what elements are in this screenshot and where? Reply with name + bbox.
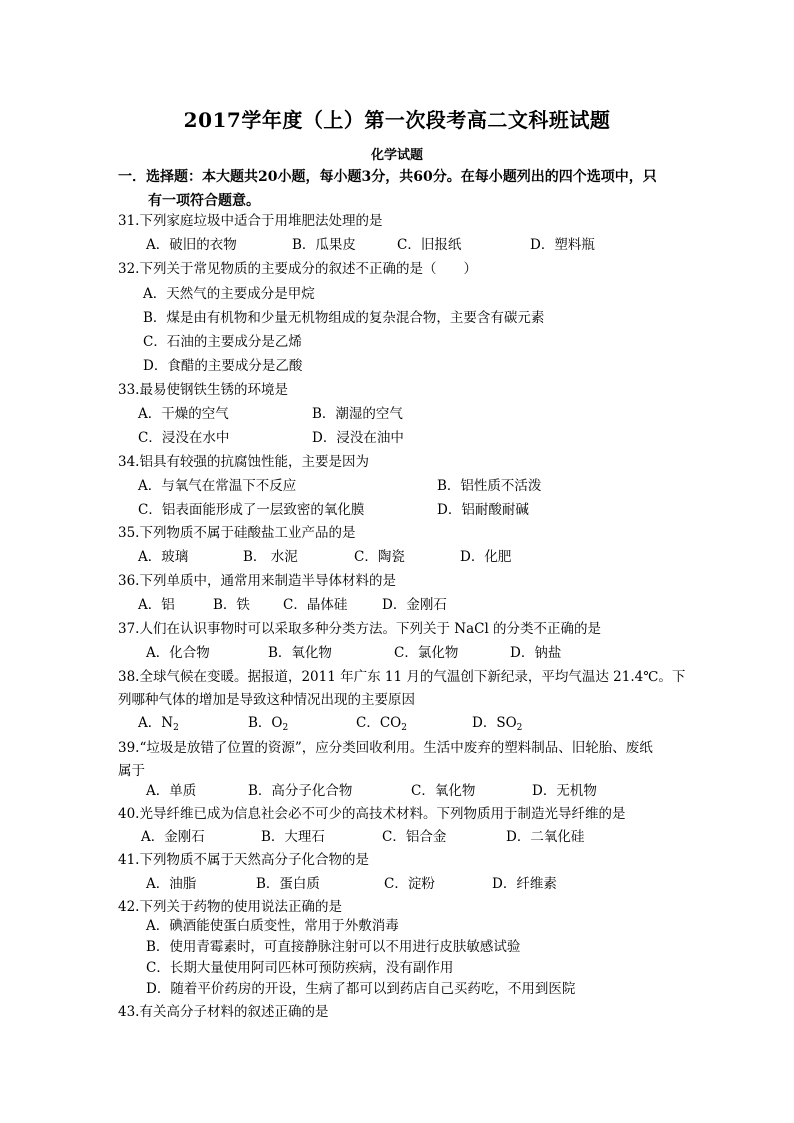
question-41-stem: 41.下列物质不属于天然高分子化合物的是 (118, 852, 369, 868)
q39-option-a: A．单质 (146, 783, 197, 799)
q38-option-b-subscript: 2 (282, 723, 289, 733)
q36-option-c: C．晶体硅 (283, 597, 348, 613)
q34-option-c: C．铝表面能形成了一层致密的氧化膜 (138, 502, 365, 518)
question-43-stem: 43.有关高分子材料的叙述正确的是 (118, 1004, 329, 1020)
q35-option-d: D．化肥 (460, 549, 512, 565)
question-35-stem: 35.下列物质不属于硅酸盐工业产品的是 (118, 525, 356, 541)
q42-option-c: C．长期大量使用阿司匹林可预防疾病，没有副作用 (146, 960, 454, 976)
q32-option-d: D．食醋的主要成分是乙酸 (143, 358, 303, 374)
q38-option-d (472, 713, 522, 738)
question-32-stem: 32.下列关于常见物质的主要成分的叙述不正确的是（ ） (118, 261, 477, 277)
question-40-stem: 40.光导纤维已成为信息社会必不可少的高技术材料。下列物质用于制造光导纤维的是 (118, 806, 626, 822)
exam-title: 2017学年度（上）第一次段考高二文科班试题 (183, 108, 611, 132)
question-38-stem-line-2: 列哪种气体的增加是导致这种情况出现的主要原因 (118, 692, 415, 708)
q42-option-a: A．碘酒能使蛋白质变性，常用于外敷消毒 (146, 918, 399, 934)
question-42-stem: 42.下列关于药物的使用说法正确的是 (118, 899, 342, 915)
q38-option-c (356, 713, 407, 738)
q32-option-c: C．石油的主要成分是乙烯 (143, 334, 302, 350)
q34-option-a: A．与氧气在常温下不反应 (138, 478, 297, 494)
question-39-stem-line-2: 属于 (118, 763, 145, 779)
q42-option-b: B．使用青霉素时，可直接静脉注射可以不用进行皮肤敏感试验 (146, 939, 521, 955)
q36-option-b: B．铁 (213, 597, 250, 613)
q33-option-b: B．潮湿的空气 (312, 406, 403, 422)
q34-option-b: B．铝性质不活泼 (437, 478, 542, 494)
q34-option-d: D．铝耐酸耐碱 (437, 502, 529, 518)
q38-option-c-subscript: 2 (401, 723, 407, 733)
q41-option-b: B．蛋白质 (256, 876, 320, 892)
q38-option-a-subscript: 2 (173, 723, 179, 733)
q33-option-d: D．浸没在油中 (312, 430, 404, 446)
question-37-stem: 37.人们在认识事物时可以采取多种分类方法。下列关于 NaCl 的分类不正确的是 (118, 621, 602, 637)
q32-option-b: B．煤是由有机物和少量无机物组成的复杂混合物，主要含有碳元素 (143, 310, 545, 326)
section-line-1: 一．选择题：本大题共20小题，每小题3分，共60分。在每小题列出的四个选项中，只 (118, 169, 657, 185)
q31-option-a: A．破旧的衣物 (146, 237, 237, 253)
q37-option-a: A．化合物 (146, 645, 210, 661)
exam-subtitle: 化学试题 (370, 148, 423, 163)
q31-option-c: C．旧报纸 (397, 237, 462, 253)
q40-option-d: D．二氧化硅 (506, 829, 585, 845)
q38-option-b-text: B．O (248, 715, 283, 731)
q38-option-a (138, 713, 179, 738)
q41-option-a: A．油脂 (146, 876, 197, 892)
q33-option-a: A．干燥的空气 (138, 406, 229, 422)
q39-option-b: B．高分子化合物 (248, 783, 353, 799)
q37-option-d: D．钠盐 (510, 645, 562, 661)
q32-option-a: A．天然气的主要成分是甲烷 (143, 286, 315, 302)
q38-option-d-text: D．SO (472, 715, 517, 731)
q31-option-d: D．塑料瓶 (530, 237, 595, 253)
q41-option-c: C．淀粉 (384, 876, 435, 892)
q33-option-c: C．浸没在水中 (138, 430, 230, 446)
question-38-stem-line-1: 38.全球气候在变暖。据报道，2011 年广东 11 月的气温创下新纪录，平均气温达 21.4℃。下 (118, 669, 686, 685)
q38-option-d-subscript: 2 (516, 723, 523, 733)
q35-option-c: C．陶瓷 (354, 549, 405, 565)
q38-option-a-text: A．N (138, 715, 174, 731)
q36-option-a: A．铝 (138, 597, 175, 613)
q37-option-c: C．氯化物 (394, 645, 459, 661)
q38-option-c-text: C．CO (356, 715, 402, 731)
q40-option-a: A．金刚石 (141, 829, 205, 845)
question-34-stem: 34.铝具有较强的抗腐蚀性能，主要是因为 (118, 454, 369, 470)
section-instructions (118, 165, 718, 213)
q40-option-b: B．大理石 (261, 829, 325, 845)
question-31-stem: 31.下列家庭垃圾中适合于用堆肥法处理的是 (118, 213, 383, 229)
q35-option-a: A．玻璃 (138, 549, 189, 565)
question-36-stem: 36.下列单质中，通常用来制造半导体材料的是 (118, 573, 396, 589)
question-39-stem-line-1: 39.“垃圾是放错了位置的资源”，应分类回收利用。生活中废弃的塑料制品、旧轮胎、废纸 (118, 740, 653, 756)
q35-option-b: B． 水泥 (243, 549, 298, 565)
q39-option-d: D．无机物 (532, 783, 597, 799)
q37-option-b: B．氧化物 (268, 645, 332, 661)
q31-option-b: B．瓜果皮 (292, 237, 356, 253)
q38-option-b (248, 713, 288, 738)
q41-option-d: D．纤维素 (492, 876, 557, 892)
q42-option-d: D．随着平价药房的开设，生病了都可以到药店自己买药吃，不用到医院 (146, 981, 576, 997)
question-33-stem: 33.最易使钢铁生锈的环境是 (118, 382, 288, 398)
section-line-2: 有一项符合题意。 (148, 193, 260, 209)
q40-option-c: C．铝合金 (382, 829, 447, 845)
q39-option-c: C．氧化物 (411, 783, 476, 799)
q36-option-d: D．金刚石 (382, 597, 447, 613)
